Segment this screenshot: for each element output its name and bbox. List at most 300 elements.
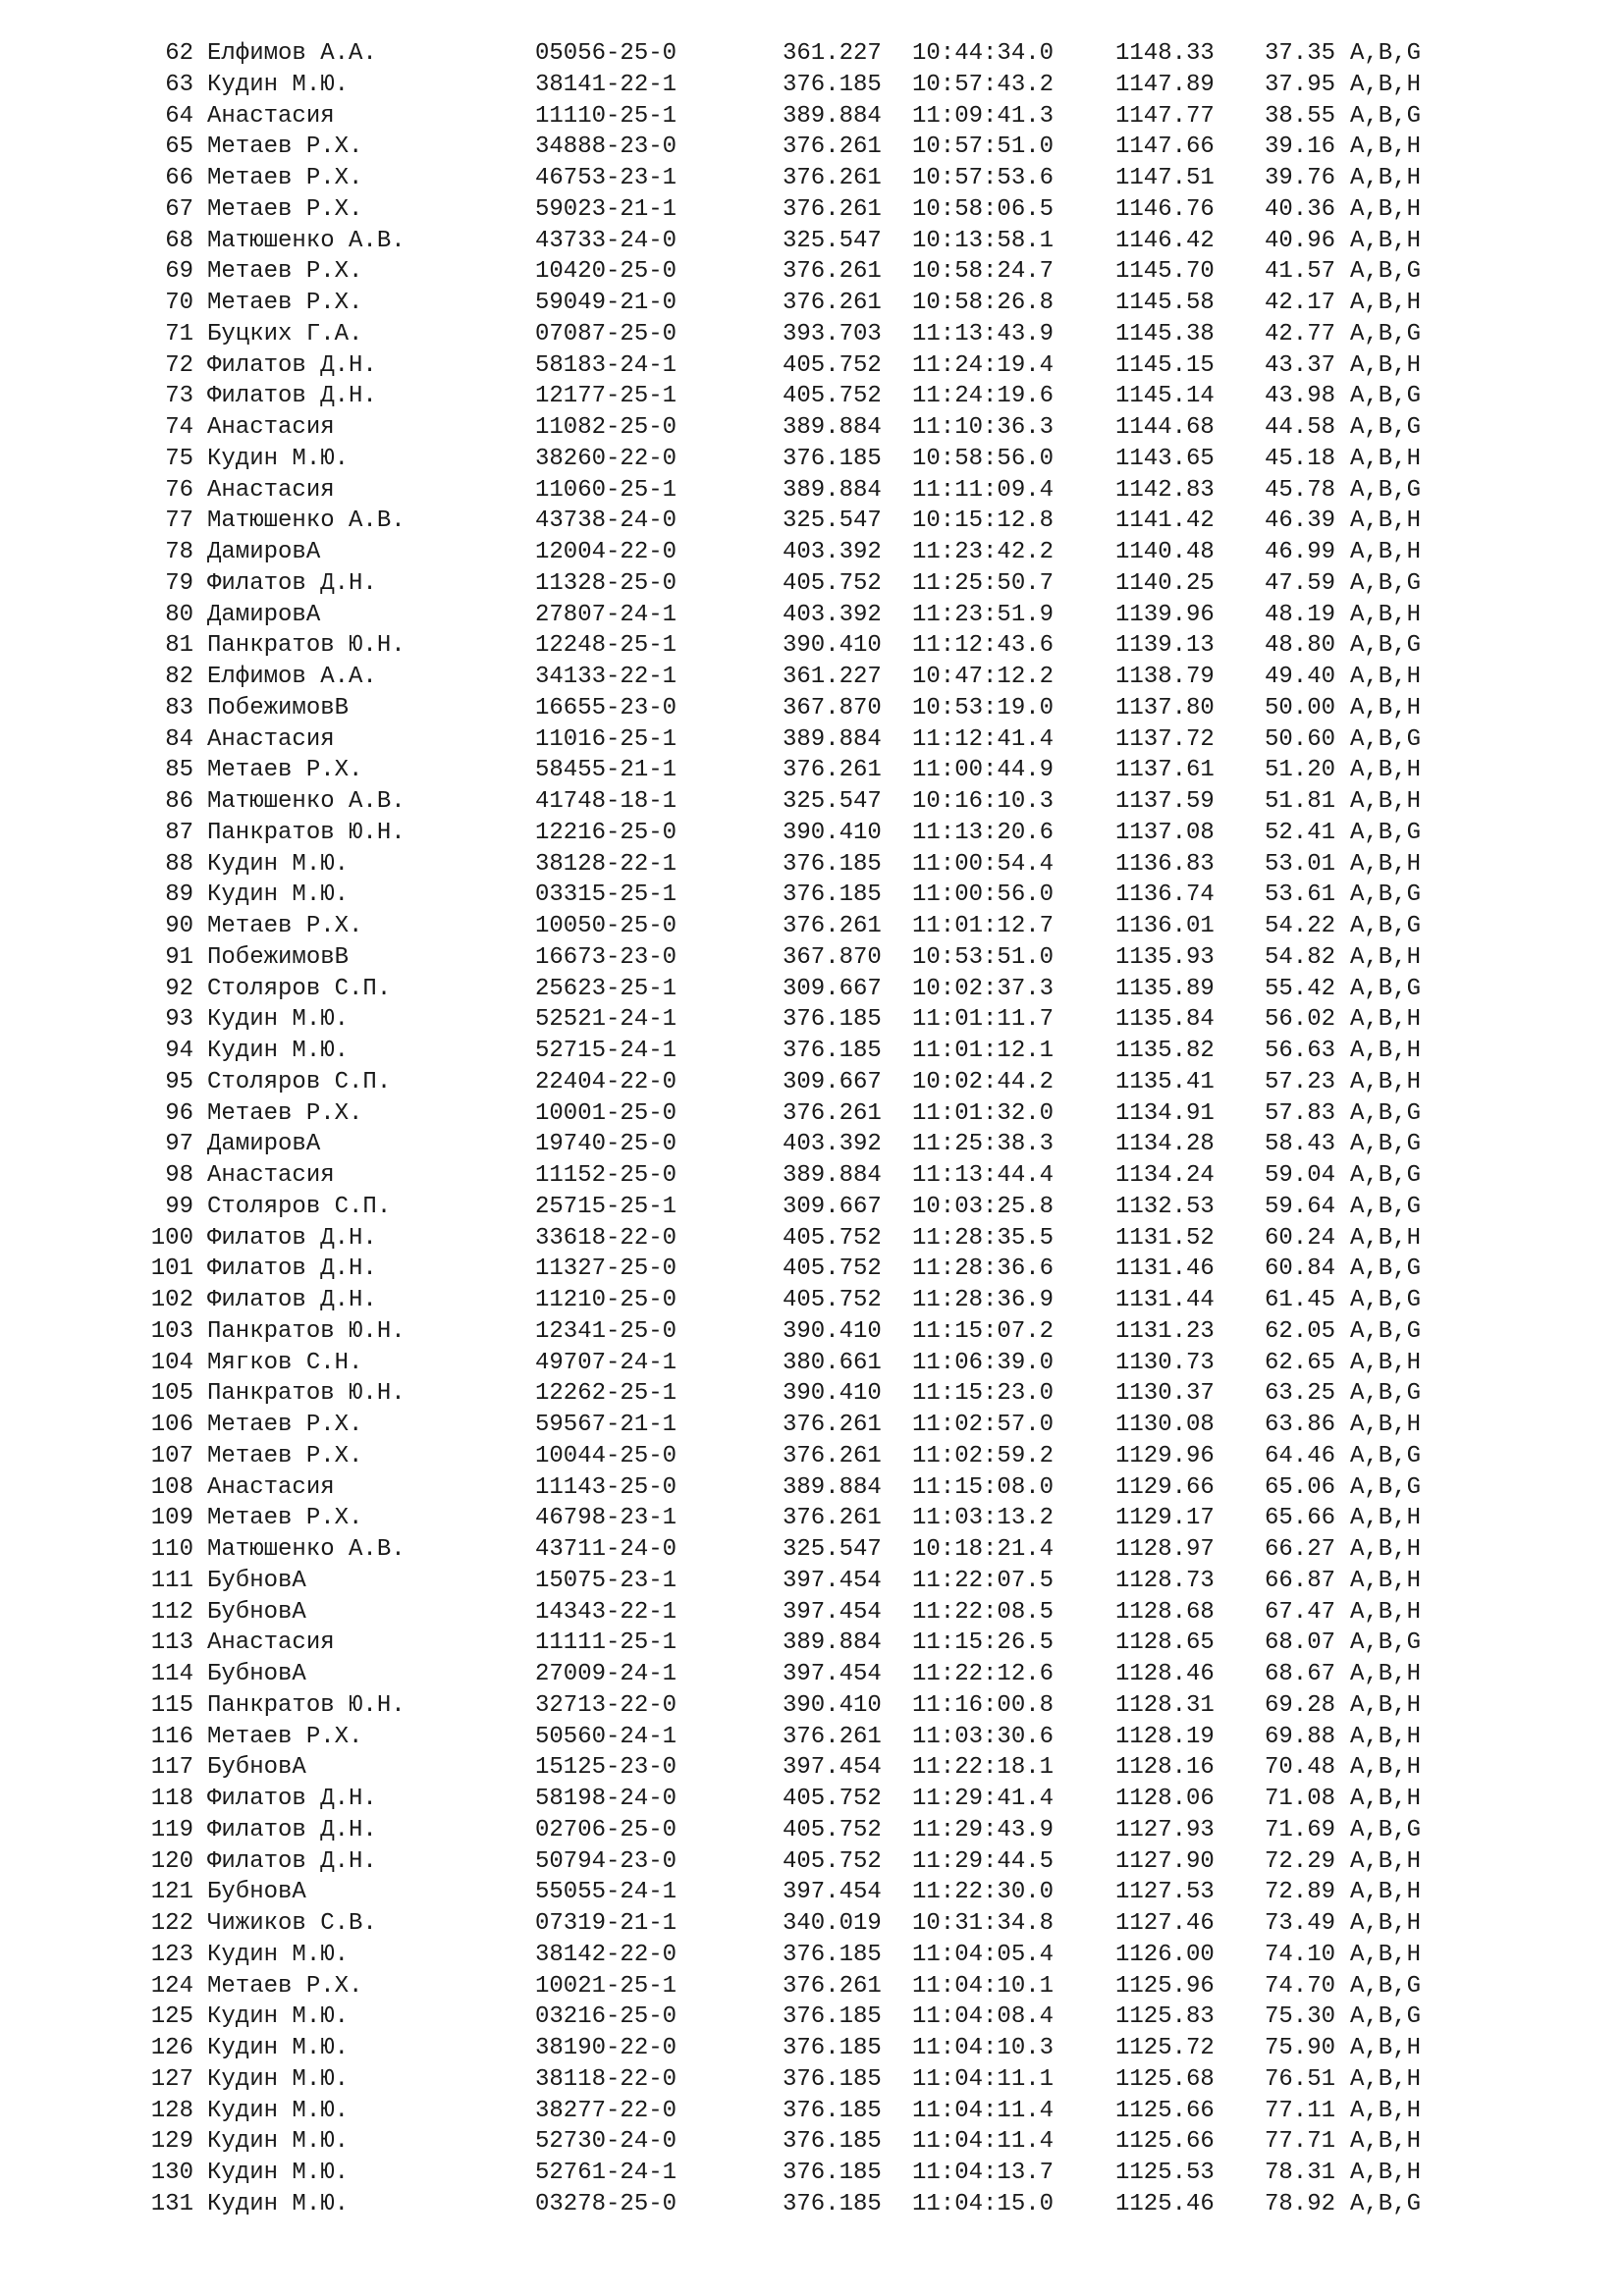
result-sections: A,B,G: [1350, 1162, 1422, 1189]
result-ring-number: 25623-25-1: [535, 975, 677, 1002]
result-speed: 1134.91: [1115, 1099, 1215, 1127]
result-ring-number: 10044-25-0: [535, 1442, 677, 1469]
result-name: Метаев Р.Х.: [207, 165, 363, 191]
result-place: 87: [165, 819, 193, 846]
result-name: Панкратов Ю.Н.: [207, 1691, 406, 1719]
result-ring-number: 52715-24-1: [535, 1038, 677, 1064]
result-ring-number: 38142-22-0: [535, 1941, 677, 1968]
result-name: Филатов Д.Н.: [207, 1847, 377, 1875]
result-row: [0, 1971, 1624, 2002]
result-ring-number: 11111-25-1: [535, 1629, 677, 1657]
result-place: 130: [150, 2160, 193, 2186]
result-sections: A,B,G: [1350, 1131, 1422, 1158]
result-distance: 376.261: [783, 913, 882, 939]
result-distance: 361.227: [783, 40, 882, 67]
result-place: 122: [150, 1910, 193, 1937]
result-ring-number: 12262-25-1: [535, 1380, 677, 1408]
result-coefficient: 72.29: [1265, 1847, 1336, 1875]
result-row: [0, 755, 1624, 786]
result-place: 75: [165, 445, 193, 472]
result-sections: A,B,H: [1350, 1567, 1422, 1594]
result-speed: 1130.37: [1115, 1380, 1215, 1408]
result-ring-number: 59567-21-1: [535, 1412, 677, 1438]
result-speed: 1127.93: [1115, 1816, 1215, 1843]
result-arrival-time: 11:04:11.4: [912, 2097, 1055, 2124]
result-distance: 389.884: [783, 1162, 882, 1189]
result-ring-number: 38260-22-0: [535, 445, 677, 472]
result-row: [0, 1659, 1624, 1690]
result-ring-number: 58183-24-1: [535, 351, 677, 379]
result-place: 65: [165, 133, 193, 161]
result-row: [0, 101, 1624, 133]
result-name: ДамировА: [207, 601, 321, 628]
result-speed: 1135.93: [1115, 943, 1215, 971]
result-coefficient: 63.25: [1265, 1380, 1336, 1408]
result-row: [0, 1722, 1624, 1753]
result-coefficient: 40.96: [1265, 227, 1336, 254]
result-row: [0, 849, 1624, 881]
result-ring-number: 34133-22-1: [535, 664, 677, 690]
result-sections: A,B,H: [1350, 1038, 1422, 1064]
result-speed: 1137.72: [1115, 725, 1215, 753]
result-sections: A,B,H: [1350, 290, 1422, 316]
result-coefficient: 50.00: [1265, 694, 1336, 721]
result-place: 121: [150, 1879, 193, 1906]
result-distance: 376.261: [783, 258, 882, 286]
result-place: 77: [165, 507, 193, 535]
result-name: Метаев Р.Х.: [207, 1723, 363, 1750]
result-place: 126: [150, 2035, 193, 2061]
result-ring-number: 11210-25-0: [535, 1287, 677, 1313]
result-place: 113: [150, 1629, 193, 1657]
result-place: 67: [165, 195, 193, 223]
result-sections: A,B,G: [1350, 414, 1422, 441]
result-distance: 376.261: [783, 133, 882, 161]
result-arrival-time: 11:01:12.1: [912, 1038, 1055, 1064]
result-name: Метаев Р.Х.: [207, 1442, 363, 1469]
result-name: Анастасия: [207, 1162, 335, 1189]
result-place: 68: [165, 227, 193, 254]
result-distance: 376.185: [783, 2190, 882, 2217]
result-ring-number: 55055-24-1: [535, 1879, 677, 1906]
result-name: Кудин М.Ю.: [207, 1941, 350, 1968]
result-speed: 1145.38: [1115, 320, 1215, 347]
result-distance: 389.884: [783, 1473, 882, 1501]
result-arrival-time: 11:29:43.9: [912, 1816, 1055, 1843]
result-arrival-time: 10:44:34.0: [912, 40, 1055, 67]
result-place: 101: [150, 1255, 193, 1283]
result-arrival-time: 11:04:13.7: [912, 2160, 1055, 2186]
result-arrival-time: 11:04:10.3: [912, 2035, 1055, 2061]
result-coefficient: 47.59: [1265, 569, 1336, 597]
result-arrival-time: 11:04:11.4: [912, 2128, 1055, 2156]
result-coefficient: 57.23: [1265, 1068, 1336, 1095]
result-sections: A,B,H: [1350, 1691, 1422, 1719]
result-speed: 1125.72: [1115, 2035, 1215, 2061]
result-distance: 405.752: [783, 1224, 882, 1252]
result-speed: 1125.83: [1115, 2003, 1215, 2031]
result-place: 81: [165, 632, 193, 660]
result-distance: 405.752: [783, 1255, 882, 1283]
result-ring-number: 14343-22-1: [535, 1598, 677, 1626]
result-name: Анастасия: [207, 476, 335, 504]
result-arrival-time: 11:13:20.6: [912, 819, 1055, 846]
result-sections: A,B,G: [1350, 1816, 1422, 1843]
result-distance: 376.185: [783, 2128, 882, 2156]
result-arrival-time: 11:12:41.4: [912, 725, 1055, 753]
result-coefficient: 54.22: [1265, 913, 1336, 939]
result-arrival-time: 11:06:39.0: [912, 1349, 1055, 1376]
result-coefficient: 52.41: [1265, 819, 1336, 846]
result-ring-number: 12248-25-1: [535, 632, 677, 660]
result-name: БубновА: [207, 1879, 306, 1906]
result-sections: A,B,G: [1350, 258, 1422, 286]
result-distance: 405.752: [783, 1816, 882, 1843]
result-distance: 390.410: [783, 819, 882, 846]
result-arrival-time: 11:28:35.5: [912, 1224, 1055, 1252]
result-speed: 1139.96: [1115, 601, 1215, 628]
result-coefficient: 64.46: [1265, 1442, 1336, 1469]
result-ring-number: 38277-22-0: [535, 2097, 677, 2124]
result-distance: 397.454: [783, 1598, 882, 1626]
result-arrival-time: 11:00:56.0: [912, 881, 1055, 909]
result-distance: 325.547: [783, 1536, 882, 1563]
result-ring-number: 52521-24-1: [535, 1006, 677, 1034]
result-speed: 1145.70: [1115, 258, 1215, 286]
result-sections: A,B,H: [1350, 1224, 1422, 1252]
result-name: Анастасия: [207, 102, 335, 130]
result-name: ДамировА: [207, 539, 321, 565]
result-name: Метаев Р.Х.: [207, 1412, 363, 1438]
result-sections: A,B,G: [1350, 320, 1422, 347]
result-speed: 1145.15: [1115, 351, 1215, 379]
result-name: Кудин М.Ю.: [207, 2035, 350, 2061]
result-sections: A,B,G: [1350, 1972, 1422, 2000]
result-name: Кудин М.Ю.: [207, 2160, 350, 2186]
result-speed: 1145.58: [1115, 290, 1215, 316]
result-speed: 1131.23: [1115, 1317, 1215, 1345]
result-name: Кудин М.Ю.: [207, 71, 350, 98]
result-arrival-time: 11:15:08.0: [912, 1473, 1055, 1501]
result-distance: 376.261: [783, 1442, 882, 1469]
result-sections: A,B,G: [1350, 1629, 1422, 1657]
result-speed: 1147.66: [1115, 133, 1215, 161]
result-coefficient: 72.89: [1265, 1879, 1336, 1906]
result-coefficient: 74.70: [1265, 1972, 1336, 2000]
result-name: Елфимов А.А.: [207, 40, 377, 67]
result-coefficient: 42.17: [1265, 290, 1336, 316]
result-place: 108: [150, 1473, 193, 1501]
result-sections: A,B,G: [1350, 102, 1422, 130]
result-place: 111: [150, 1567, 193, 1594]
result-ring-number: 33618-22-0: [535, 1224, 677, 1252]
result-speed: 1141.42: [1115, 507, 1215, 535]
result-place: 95: [165, 1068, 193, 1095]
result-arrival-time: 11:02:59.2: [912, 1442, 1055, 1469]
result-place: 70: [165, 290, 193, 316]
result-speed: 1144.68: [1115, 414, 1215, 441]
result-coefficient: 56.02: [1265, 1006, 1336, 1034]
result-place: 124: [150, 1972, 193, 2000]
result-place: 109: [150, 1505, 193, 1532]
result-distance: 390.410: [783, 632, 882, 660]
result-speed: 1146.76: [1115, 195, 1215, 223]
result-sections: A,B,G: [1350, 819, 1422, 846]
result-ring-number: 10050-25-0: [535, 913, 677, 939]
result-coefficient: 51.81: [1265, 788, 1336, 815]
result-distance: 376.261: [783, 1412, 882, 1438]
result-name: Кудин М.Ю.: [207, 2003, 350, 2031]
result-speed: 1137.08: [1115, 819, 1215, 846]
result-speed: 1142.83: [1115, 476, 1215, 504]
result-coefficient: 73.49: [1265, 1910, 1336, 1937]
result-coefficient: 62.65: [1265, 1349, 1336, 1376]
result-row: [0, 1223, 1624, 1255]
result-coefficient: 76.51: [1265, 2065, 1336, 2093]
result-distance: 376.261: [783, 1099, 882, 1127]
result-row: [0, 288, 1624, 319]
result-speed: 1128.19: [1115, 1723, 1215, 1750]
result-speed: 1131.44: [1115, 1287, 1215, 1313]
result-sections: A,B,H: [1350, 1754, 1422, 1782]
result-coefficient: 77.71: [1265, 2128, 1336, 2156]
result-speed: 1128.46: [1115, 1661, 1215, 1687]
result-speed: 1128.31: [1115, 1691, 1215, 1719]
result-arrival-time: 11:10:36.3: [912, 414, 1055, 441]
result-ring-number: 38118-22-0: [535, 2065, 677, 2093]
result-place: 76: [165, 476, 193, 504]
result-row: [0, 880, 1624, 911]
result-name: Филатов Д.Н.: [207, 1786, 377, 1812]
result-row: [0, 1192, 1624, 1223]
result-distance: 405.752: [783, 1287, 882, 1313]
result-coefficient: 46.99: [1265, 539, 1336, 565]
result-speed: 1127.90: [1115, 1847, 1215, 1875]
result-coefficient: 59.04: [1265, 1162, 1336, 1189]
result-distance: 376.261: [783, 1723, 882, 1750]
result-ring-number: 41748-18-1: [535, 788, 677, 815]
result-name: Кудин М.Ю.: [207, 2065, 350, 2093]
result-row: [0, 1004, 1624, 1036]
result-place: 116: [150, 1723, 193, 1750]
result-place: 62: [165, 40, 193, 67]
result-name: Кудин М.Ю.: [207, 2190, 350, 2217]
result-arrival-time: 11:28:36.6: [912, 1255, 1055, 1283]
result-ring-number: 05056-25-0: [535, 40, 677, 67]
result-speed: 1125.96: [1115, 1972, 1215, 2000]
result-place: 90: [165, 913, 193, 939]
result-ring-number: 52730-24-0: [535, 2128, 677, 2156]
result-name: Кудин М.Ю.: [207, 850, 350, 878]
result-distance: 389.884: [783, 414, 882, 441]
result-coefficient: 41.57: [1265, 258, 1336, 286]
result-coefficient: 75.90: [1265, 2035, 1336, 2061]
result-arrival-time: 11:09:41.3: [912, 102, 1055, 130]
result-row: [0, 1690, 1624, 1722]
result-arrival-time: 10:02:37.3: [912, 975, 1055, 1002]
result-distance: 376.261: [783, 165, 882, 191]
result-sections: A,B,G: [1350, 1099, 1422, 1127]
result-arrival-time: 11:04:11.1: [912, 2065, 1055, 2093]
result-row: [0, 1877, 1624, 1908]
result-sections: A,B,H: [1350, 1910, 1422, 1937]
result-ring-number: 15125-23-0: [535, 1754, 677, 1782]
result-coefficient: 39.16: [1265, 133, 1336, 161]
result-row: [0, 1378, 1624, 1410]
result-place: 86: [165, 788, 193, 815]
result-row: [0, 1503, 1624, 1534]
result-distance: 376.185: [783, 1941, 882, 1968]
result-sections: A,B,H: [1350, 1505, 1422, 1532]
result-place: 118: [150, 1786, 193, 1812]
result-sections: A,B,H: [1350, 1068, 1422, 1095]
result-speed: 1129.66: [1115, 1473, 1215, 1501]
result-row: [0, 132, 1624, 163]
result-name: Филатов Д.Н.: [207, 1224, 377, 1252]
result-name: Кудин М.Ю.: [207, 881, 350, 909]
result-sections: A,B,G: [1350, 40, 1422, 67]
result-distance: 403.392: [783, 601, 882, 628]
result-name: Метаев Р.Х.: [207, 757, 363, 784]
result-name: Мягков С.Н.: [207, 1349, 363, 1376]
result-coefficient: 48.19: [1265, 601, 1336, 628]
result-place: 99: [165, 1193, 193, 1220]
result-arrival-time: 11:22:08.5: [912, 1598, 1055, 1626]
result-row: [0, 724, 1624, 756]
result-distance: 325.547: [783, 507, 882, 535]
result-ring-number: 34888-23-0: [535, 133, 677, 161]
result-coefficient: 75.30: [1265, 2003, 1336, 2031]
result-coefficient: 37.35: [1265, 40, 1336, 67]
result-sections: A,B,H: [1350, 1661, 1422, 1687]
result-row: [0, 1098, 1624, 1130]
result-arrival-time: 11:13:43.9: [912, 320, 1055, 347]
result-name: Столяров С.П.: [207, 1068, 392, 1095]
result-distance: 376.185: [783, 881, 882, 909]
result-speed: 1140.48: [1115, 539, 1215, 565]
result-arrival-time: 11:22:07.5: [912, 1567, 1055, 1594]
result-sections: A,B,H: [1350, 2065, 1422, 2093]
result-coefficient: 44.58: [1265, 414, 1336, 441]
result-row: [0, 786, 1624, 818]
result-arrival-time: 11:22:30.0: [912, 1879, 1055, 1906]
result-distance: 389.884: [783, 725, 882, 753]
result-row: [0, 1597, 1624, 1629]
result-arrival-time: 11:22:18.1: [912, 1754, 1055, 1782]
result-arrival-time: 10:57:51.0: [912, 133, 1055, 161]
result-coefficient: 67.47: [1265, 1598, 1336, 1626]
result-name: Метаев Р.Х.: [207, 290, 363, 316]
result-ring-number: 12341-25-0: [535, 1317, 677, 1345]
result-row: [0, 1160, 1624, 1192]
result-arrival-time: 11:23:51.9: [912, 601, 1055, 628]
result-row: [0, 1472, 1624, 1504]
result-place: 119: [150, 1816, 193, 1843]
result-sections: A,B,H: [1350, 1941, 1422, 1968]
result-ring-number: 11328-25-0: [535, 569, 677, 597]
result-row: [0, 1784, 1624, 1815]
result-name: Филатов Д.Н.: [207, 351, 377, 379]
result-distance: 376.185: [783, 1006, 882, 1034]
result-distance: 380.661: [783, 1349, 882, 1376]
result-row: [0, 1254, 1624, 1285]
result-speed: 1136.74: [1115, 881, 1215, 909]
result-ring-number: 12004-22-0: [535, 539, 677, 565]
result-coefficient: 66.27: [1265, 1536, 1336, 1563]
result-speed: 1137.80: [1115, 694, 1215, 721]
result-ring-number: 03315-25-1: [535, 881, 677, 909]
result-row: [0, 412, 1624, 444]
result-ring-number: 43738-24-0: [535, 507, 677, 535]
result-row: [0, 475, 1624, 507]
result-speed: 1137.61: [1115, 757, 1215, 784]
result-place: 80: [165, 601, 193, 628]
result-distance: 405.752: [783, 1847, 882, 1875]
result-sections: A,B,H: [1350, 788, 1422, 815]
result-ring-number: 46798-23-1: [535, 1505, 677, 1532]
result-speed: 1138.79: [1115, 664, 1215, 690]
result-arrival-time: 11:25:50.7: [912, 569, 1055, 597]
result-name: Столяров С.П.: [207, 975, 392, 1002]
result-name: Панкратов Ю.Н.: [207, 1317, 406, 1345]
result-arrival-time: 11:16:00.8: [912, 1691, 1055, 1719]
result-row: [0, 1940, 1624, 1971]
result-place: 114: [150, 1661, 193, 1687]
result-speed: 1129.17: [1115, 1505, 1215, 1532]
result-speed: 1126.00: [1115, 1941, 1215, 1968]
result-speed: 1134.24: [1115, 1162, 1215, 1189]
result-coefficient: 62.05: [1265, 1317, 1336, 1345]
result-name: Чижиков С.В.: [207, 1910, 377, 1937]
result-coefficient: 74.10: [1265, 1941, 1336, 1968]
result-row: [0, 662, 1624, 693]
result-coefficient: 59.64: [1265, 1193, 1336, 1220]
result-name: Елфимов А.А.: [207, 664, 377, 690]
result-arrival-time: 11:04:08.4: [912, 2003, 1055, 2031]
result-distance: 405.752: [783, 351, 882, 379]
result-distance: 397.454: [783, 1879, 882, 1906]
result-name: Панкратов Ю.Н.: [207, 1380, 406, 1408]
result-distance: 397.454: [783, 1754, 882, 1782]
result-sections: A,B,H: [1350, 1536, 1422, 1563]
result-place: 104: [150, 1349, 193, 1376]
result-name: Столяров С.П.: [207, 1193, 392, 1220]
result-row: [0, 1846, 1624, 1878]
result-arrival-time: 11:29:44.5: [912, 1847, 1055, 1875]
result-speed: 1147.89: [1115, 71, 1215, 98]
result-coefficient: 57.83: [1265, 1099, 1336, 1127]
result-distance: 376.261: [783, 290, 882, 316]
result-speed: 1148.33: [1115, 40, 1215, 67]
result-distance: 376.261: [783, 1505, 882, 1532]
result-coefficient: 43.98: [1265, 383, 1336, 410]
result-ring-number: 12177-25-1: [535, 383, 677, 410]
result-place: 100: [150, 1224, 193, 1252]
result-row: [0, 693, 1624, 724]
result-coefficient: 50.60: [1265, 725, 1336, 753]
result-coefficient: 53.61: [1265, 881, 1336, 909]
result-distance: 405.752: [783, 1786, 882, 1812]
result-name: ПобежимовВ: [207, 943, 350, 971]
result-sections: A,B,G: [1350, 632, 1422, 660]
result-ring-number: 15075-23-1: [535, 1567, 677, 1594]
result-sections: A,B,G: [1350, 913, 1422, 939]
result-coefficient: 49.40: [1265, 664, 1336, 690]
result-speed: 1132.53: [1115, 1193, 1215, 1220]
result-place: 105: [150, 1380, 193, 1408]
result-row: [0, 568, 1624, 600]
result-place: 69: [165, 258, 193, 286]
